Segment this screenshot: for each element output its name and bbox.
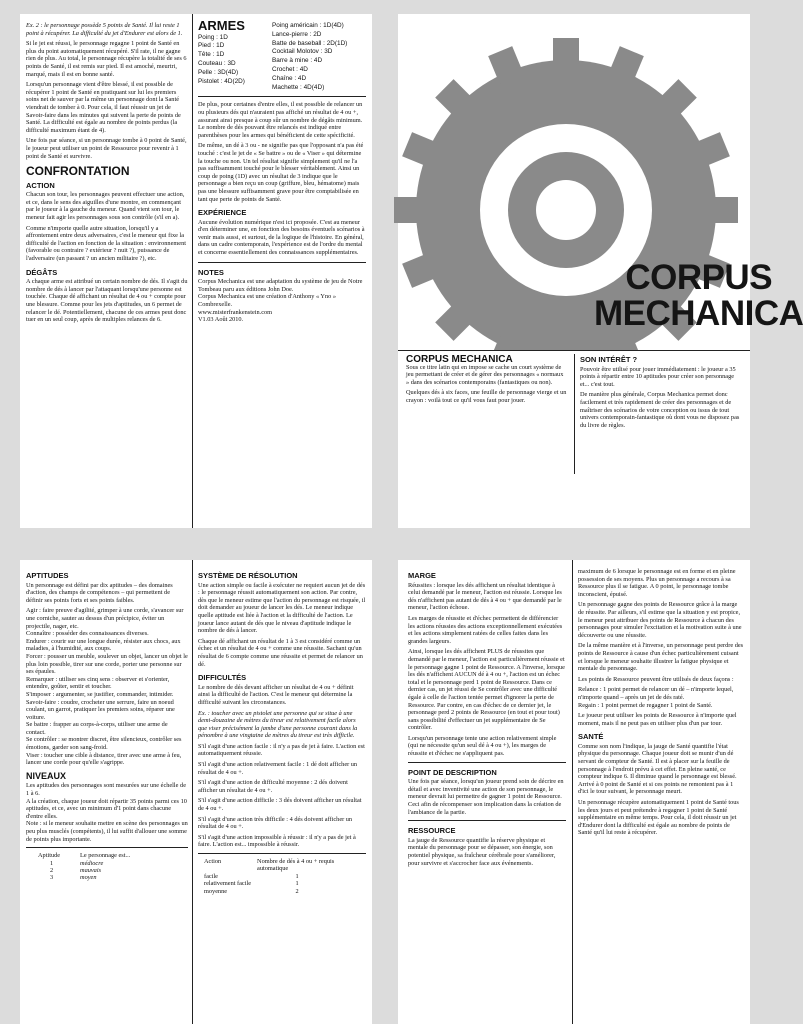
aptitude-item: S'imposer : argumenter, se justifier, commander, intimider.: [26, 690, 174, 698]
aptitude-item: Viser : toucher une cible à distance, tirer avec une arme à feu, lancer une corde pour qu'elle s'agrippe.: [26, 751, 182, 767]
weapon-item: Couteau : 3D: [198, 59, 236, 67]
section-title-armes: ARMES: [198, 18, 245, 33]
section-title-action: ACTION: [26, 180, 55, 190]
paragraph: Une fois par séance, lorsqu'un joueur prend soin de décrire en détail et avec inventivité une action de son personnage, le meneur devrait lui permettre de gagner 1 point de Ressource. Ceci afin de récompenser son implication dans la création de l'ambiance de la partie.: [408, 778, 564, 816]
section-title-degats: DÉGÂTS: [26, 267, 58, 277]
weapon-item: Pelle : 3D(4D): [198, 68, 239, 76]
cover-info-band: [398, 350, 750, 478]
cover-title-line1: CORPUS: [625, 258, 773, 297]
table-row: 2 mauvais: [50, 867, 102, 874]
section-title-marge: MARGE: [408, 571, 436, 580]
paragraph: Note : si le meneur souhaite mettre en scène des personnages un peu plus musclés (compétents), il lui suffit d'allouer une somme de points plus importante.: [26, 820, 188, 843]
paragraph: Une action simple ou facile à exécuter ne requiert aucun jet de dés : le personnage réussit automatiquement son action. Par contre, dès que le meneur estime que l'action du personnage est risquée, il doit demander au joueur de lancer les dés. Le meneur indique quelle aptitude est liée à l'action et la difficulté de l'action. Le joueur lance autant de dés que le niveau d'aptitude indique le nombre de dés à lancer.: [198, 581, 366, 635]
divider: [26, 847, 188, 848]
column-divider: [572, 560, 573, 1024]
paragraph: Réussites : lorsque les dés affichent un résultat identique à celui demandé par le meneur, l'action est réussie. Lorsque les dés n'affichent pas autant de dés à 4 ou + que demandé par le meneur, l'action échoue.: [408, 581, 562, 612]
table-row: 1 médiocre: [50, 859, 104, 867]
aptitude-item: Se battre : frapper au corps-à-corps, utiliser une arme de contact.: [26, 721, 168, 736]
paragraph: Chaque dé affichant un résultat de 1 à 3 est considéré comme un échec et un résultat de 4 ou + comme une réussite. Sachant qu'un résultat de 6 compte comme une réussite et permet de relancer un dé.: [198, 637, 363, 668]
paragraph: Aucune évolution numérique n'est ici proposée. C'est au meneur d'en déterminer une, en fonction des besoins éventuels scénarios à venir mais aussi, et surtout, de la logique de l'histoire. En général, dans un cadre contemporain, l'expérience est de l'ordre du mental et concerne essentiellement des connaissances supplémentaires.: [198, 218, 365, 257]
difficulty-item: S'il s'agit d'une action facile : il n'y a pas de jet à faire. L'action est automatiquement réussie.: [198, 742, 365, 758]
version-text: V1.03 Août 2010.: [198, 316, 244, 324]
paragraph: Un personnage récupère automatiquement 1 point de Santé tous les deux jours et peut prétendre à regagner 1 point de Santé supplémentaire en même temps. Pour cela, il doit réussir un jet d'Endurer dont la difficulté est égale au nombre de points de Santé qu'il lui reste à récupérer.: [578, 799, 739, 837]
column-right: [578, 568, 744, 840]
weapons-block: [198, 18, 366, 92]
paragraph: Un personnage gagne des points de Ressource grâce à la marge de réussite. Par ailleurs, s'il estime que la situation y est propice, le meneur peut attribuer des points de Ressource à chacun des personnages pour simuler l'excitation et la motivation suite à une découverte ou une réussite.: [578, 601, 742, 639]
divider: [408, 820, 566, 821]
paragraph: Les aptitudes des personnages sont mesurées sur une échelle de 1 à 6.: [26, 782, 186, 798]
paragraph: A la création, chaque joueur doit répartir 35 points parmi ces 10 aptitudes, et ce, avec un minimum d'1 point dans chacune d'entre elles.: [26, 797, 187, 820]
table-header: Le personnage est...: [80, 852, 131, 860]
section-title-corpus-mechanica: CORPUS MECHANICA: [406, 354, 513, 365]
section-title-aptitudes: APTITUDES: [26, 571, 69, 580]
weapon-item: Barre à mine : 4D: [272, 57, 323, 65]
page-panel-rules-1: [20, 14, 372, 528]
paragraph: Lorsqu'un personnage vient d'être blessé, il est possible de récupérer 1 point de Santé en pratiquant sur lui les premiers soins net de sauver par la même un personnage dont la Santé viendrait de tomber à 0. Pour cela, il faut réussir un jet de Savoir-faire dans les minutes qui suivent la perte de points de Santé. La difficulté est égale au nombre de points perdus (la difficulté maximum étant de 4).: [26, 81, 181, 134]
section-title-difficultes: DIFFICULTÉS: [198, 673, 247, 683]
table-row: relativement facile 1: [204, 880, 299, 888]
cover-column-right: [580, 356, 744, 432]
aptitude-level-table: [26, 852, 136, 882]
column-divider: [192, 14, 193, 528]
paragraph: Les points de Ressource peuvent être utilisés de deux façons :: [578, 675, 734, 683]
table-row: moyenne 2: [204, 887, 299, 895]
section-title-systeme: SYSTÈME DE RÉSOLUTION: [198, 571, 298, 580]
paragraph: De la même manière et à l'inverse, un personnage peut perdre des points de Ressource à cause d'un échec particulièrement cuisant et lorsque le meneur souhaite illustrer la fatigue physique et mentale du personnage.: [578, 642, 744, 673]
paragraph: Comme n'importe quelle autre situation, lorsqu'il y a affrontement entre deux adversaires, c'est le meneur qui fixe la difficulté de l'action en fonction de la situation : environnement (favorable ou contraire ? extérieur ? nuit ?), puissance de l'adversaire (un passant ? un ancien militaire ?), etc.: [26, 224, 186, 263]
paragraph: Quelques dés à six faces, une feuille de personnage vierge et un crayon : voilà tout ce qu'il vous faut pour jouer.: [406, 389, 567, 404]
weapon-item: Pistolet : 4D(2D): [198, 77, 245, 85]
section-title-niveaux: NIVEAUX: [26, 770, 67, 781]
paragraph: De manière plus générale, Corpus Mechanica permet donc facilement et très rapidement de créer des personnages et de maîtriser des scénarios de votre conception ou issus de tout univers contemporain-fantastique où dont vous ne disposez pas du livre de règles.: [580, 391, 740, 429]
weapon-item: Lance-pierre : 2D: [272, 30, 322, 38]
gear-tooth: [708, 197, 738, 223]
paragraph: Un personnage est défini par dix aptitudes – des domaines d'action, des champs de compétences – qui permettent de définir ses points forts et ses points faibles.: [26, 581, 173, 604]
aptitude-item: Agir : faire preuve d'agilité, grimper à une corde, s'avancer sur une corniche, sauter au dessus d'un précipice, éviter un projectile, nager, etc.: [26, 607, 184, 630]
paragraph: Corpus Mechanica est une création d'Anthony « Yno » Combrexelle.: [198, 293, 336, 309]
column-left: [26, 572, 188, 882]
example-text: Ex. : toucher avec un pistolet une personne qui se situe à une demi-douzaine de mètres du tireur est relativement facile alors que viser précisément la jambe d'une personne courant dans la pénombre à une vingtaine de mètres du tireur est très difficile.: [198, 709, 358, 740]
section-title-confrontation: CONFRONTATION: [26, 164, 130, 179]
section-title-sante: SANTÉ: [578, 732, 604, 742]
paragraph: Chacun son tour, les personnages peuvent effectuer une action, et ce, dans le sens des aiguilles d'une montre, en commençant par le joueur à la gauche du meneur. Quand vient son tour, le meneur fait agir les personnages sous son contrôle (s'il en a).: [26, 191, 185, 222]
column-divider: [574, 354, 575, 474]
difficulty-table: [198, 858, 343, 895]
weapon-item: Chaîne : 4D: [272, 74, 307, 82]
paragraph: Si le jet est réussi, le personnage regagne 1 point de Santé en plus du point automatiquement récupéré. S'il rate, il ne gagne rien de plus. Au total, le personnage récupère la totalité de ses 6 points de Santé, il est remis sur pied. Il est amoché, meurtri, marqué, mais il est en bonne santé.: [26, 40, 187, 78]
section-title-experience: EXPÉRIENCE: [198, 208, 247, 218]
difficulty-item: S'il s'agit d'une action très difficile : 4 dés doivent afficher un résultat de 4 ou +.: [198, 815, 353, 831]
divider: [198, 96, 366, 97]
section-title-son-interet: SON INTÉRÊT ?: [580, 355, 638, 364]
url-text: www.misterfrankenstein.com: [198, 308, 273, 316]
difficulty-item: S'il s'agit d'une action de difficulté moyenne : 2 dés doivent afficher un résultat de 4 ou +.: [198, 779, 348, 794]
paragraph: De plus, pour certaines d'entre elles, il est possible de relancer un ou plusieurs dés qui n'auraient pas affiché un résultat de 4 ou +, assurant ainsi presque à coup sûr un nombre de dégâts minimum. Le nombre de dés pouvant être relancés est indiqué entre parenthèses pour les armes qui bénéficient de cette spécificité.: [198, 101, 363, 139]
weapon-item: Machette : 4D(4D): [272, 83, 325, 91]
difficulty-item: S'il s'agit d'une action impossible à réussir : il n'y a pas de jet à faire. L'action est... impossible à réussir.: [198, 833, 356, 849]
aptitude-item: Remarquer : utiliser ses cinq sens : observer et s'orienter, entendre, goûter, sentir et toucher.: [26, 675, 170, 691]
cover-title: [594, 260, 803, 332]
section-title-notes: NOTES: [198, 267, 224, 277]
weapon-item: Poing américain : 1D(4D): [272, 22, 344, 29]
paragraph: Comme son nom l'indique, la jauge de Santé quantifie l'état physique du personnage. Chaque joueur doit se munir d'un dé servant de compteur de Santé. Il est à placer sur la feuille de personnage à l'endroit prévu à cet effet. En pleine santé, ce compteur indique 6. Il diminue quand le personnage est blessé. Arrivé à 0 point de Santé et si ces points ne remontent pas à 1 d'ici le tour suivant, le personnage meurt.: [578, 742, 737, 796]
paragraph: Ainsi, lorsque les dés affichent PLUS de réussites que demandé par le meneur, l'action est particulièrement réussie et le personnage gagne 1 point de Ressource. A l'inverse, lorsque les dés n'affichent AUCUN dé à 4 ou +, l'action est un échec total et le personnage perd 1 point de Ressource. Dans ce dernier cas, un jet réussi de Se contrôler avec une difficulté égale à celle de l'action tentée permet d'ignorer la perte de Ressource. Par contre, en cas d'échec de ce dernier jet, le personnage perd 2 points de Ressource (en tout et pour tout) sans possibilité d'effectuer un jet supplémentaire de Se contrôler.: [408, 648, 565, 732]
paragraph: Le joueur peut utiliser les points de Ressource à n'importe quel moment, mais il ne peut pas en utiliser plus d'un par tour.: [578, 712, 737, 727]
cover-column-left: [406, 356, 568, 408]
weapon-item: Cocktail Molotov : 3D: [272, 48, 333, 56]
table-row: facile 1: [204, 872, 299, 880]
paragraph: Relance : 1 point permet de relancer un dé – n'importe lequel, n'importe quand – après un jet de dés raté.: [578, 686, 734, 701]
gear-tooth: [394, 197, 424, 223]
paragraph: Pouvoir être utilisé pour jouer immédiatement : le joueur a 35 points à répartir entre 10 aptitudes pour créer son personnage et... c'est tout.: [580, 365, 736, 388]
weapon-item: Poing : 1D: [198, 33, 228, 41]
aptitude-item: Forcer : pousser un meuble, soulever un objet, lancer un objet le plus loin possible, tirer sur une corde, porter une personne sur ses épaules.: [26, 652, 188, 676]
divider: [408, 762, 566, 763]
weapons-list-left: [198, 34, 268, 87]
section-title-point-de-description: POINT DE DESCRIPTION: [408, 767, 497, 777]
paragraph: Regain : 1 point permet de regagner 1 point de Santé.: [578, 701, 713, 709]
weapon-item: Pied : 1D: [198, 42, 225, 50]
paragraph: maximum de 6 lorsque le personnage est en forme et en pleine possession de ses moyens. Plus un personnage a recours à sa Ressource plus il se fatigue. A 0 point, le personnage tombe inconscient, épuisé.: [578, 568, 736, 598]
paragraph: Sous ce titre latin qui en impose se cache un court système de jeu permettant de créer et de gérer des personnages « normaux » dans des scénarios contemporains (fantastiques ou non).: [406, 363, 564, 386]
weapon-item: Crochet : 4D: [272, 65, 308, 73]
paragraph: Corpus Mechanica est une adaptation du système de jeu de Notre Tombeau paru aux éditions John Doe.: [198, 278, 363, 293]
paragraph: A chaque arme est attribué un certain nombre de dés. Il s'agit du nombre de dés à lancer par l'attaquant lorsqu'une personne est touchée. Chaque dé affichant un résultat de 4 ou + compte pour une blessure. Comme pour les jets d'aptitudes, un 6 permet de relancer le dé. Potentiellement, chacune de ces armes peut donc tuer en un seul coup, après de multiples relances de 6.: [26, 278, 188, 324]
difficulty-item: S'il s'agit d'une action difficile : 3 dés doivent afficher un résultat de 4 ou +.: [198, 797, 362, 813]
page-panel-cover: [398, 14, 803, 528]
page-panel-rules-2: [20, 560, 372, 1024]
column-right: [198, 572, 366, 895]
paragraph: Le nombre de dés devant afficher un résultat de 4 ou + définit ainsi la difficulté de l'action. C'est le meneur qui détermine la difficulté suivant les circonstances.: [198, 683, 354, 706]
paragraph: La jauge de Ressource quantifie la réserve physique et mentale du personnage pour se dépasser, son énergie, son potentiel physique, sa fraîcheur cérébrale pour s'améliorer, pour survivre et s'accrocher face aux événements.: [408, 836, 556, 867]
paragraph: Lorsqu'un personnage tente une action relativement simple (qui ne nécessite qu'un seul dé à 4 ou +), les marges de réussite et d'échec ne s'appliquent pas.: [408, 734, 557, 758]
column-left: [408, 572, 566, 870]
cover-title-line2: MECHANICA: [594, 294, 803, 333]
difficulty-item: S'il s'agit d'une action relativement facile : 1 dé doit afficher un résultat de 4 ou +.: [198, 761, 358, 776]
column-divider: [192, 560, 193, 1024]
weapons-list-right: [272, 22, 366, 92]
gear-tooth: [553, 38, 579, 68]
paragraph: De même, un dé à 3 ou - ne signifie pas que l'opposant n'a pas été touché : c'est le jet de « Se battre » ou de « Viser » qui détermine la touche ou non. Un tel résultat signifie simplement qu'il ne l'a pas suffisamment touché pour le blesser véritablement. Ainsi un coup de poing (1D) avec un résultat de 3 indique que le personnage a bien reçu un coup (griffure, bleu, hématome) mais pas une blessure suffisamment grave pour être comptabilisée en tant que perte de points de Santé.: [198, 142, 364, 203]
example-text: Ex. 2 : le personnage possède 5 points de Santé. Il lui reste 1 point à récupérer. La difficulté du jet d'Endurer est alors de 1.: [26, 22, 183, 37]
aptitude-item: Se contrôler : se montrer discret, être silencieux, contrôler ses émotions, garder son sang-froid.: [26, 736, 182, 752]
weapon-item: Batte de baseball : 2D(1D): [272, 39, 348, 47]
divider: [398, 350, 750, 351]
table-header: Action: [204, 858, 222, 865]
paragraph: Les marges de réussite et d'échec permettent de différencier les actions réussies des actions exceptionnellement exécutées et les actions simplement ratées de celles faites dans les grandes largeurs.: [408, 614, 563, 645]
divider: [198, 853, 366, 854]
aptitude-item: Savoir-faire : coudre, crocheter une serrure, faire un noeud coulant, un garrot, pratiquer les premiers soins, réparer une voiture.: [26, 698, 175, 721]
divider: [198, 262, 366, 263]
paragraph: Une fois par séance, si un personnage tombe à 0 point de Santé, le joueur peut utiliser un point de Ressource pour revenir à 1 point de Santé et survivre.: [26, 137, 187, 160]
table-header: Aptitude: [38, 852, 61, 860]
section-title-ressource: RESSOURCE: [408, 826, 456, 836]
table-row: 3 moyen: [50, 874, 97, 882]
aptitude-item: Connaître : posséder des connaissances diverses.: [26, 630, 149, 638]
table-header: Nombre de dés à 4 ou + requis automatique: [257, 858, 335, 873]
page-panel-rules-3: [398, 560, 750, 1024]
column-right: [198, 18, 366, 324]
weapon-item: Tête : 1D: [198, 51, 225, 59]
aptitude-item: Endurer : courir sur une longue durée, résister aux chocs, aux maladies, à l'humidité, aux coups.: [26, 637, 181, 653]
column-left: [26, 22, 188, 327]
